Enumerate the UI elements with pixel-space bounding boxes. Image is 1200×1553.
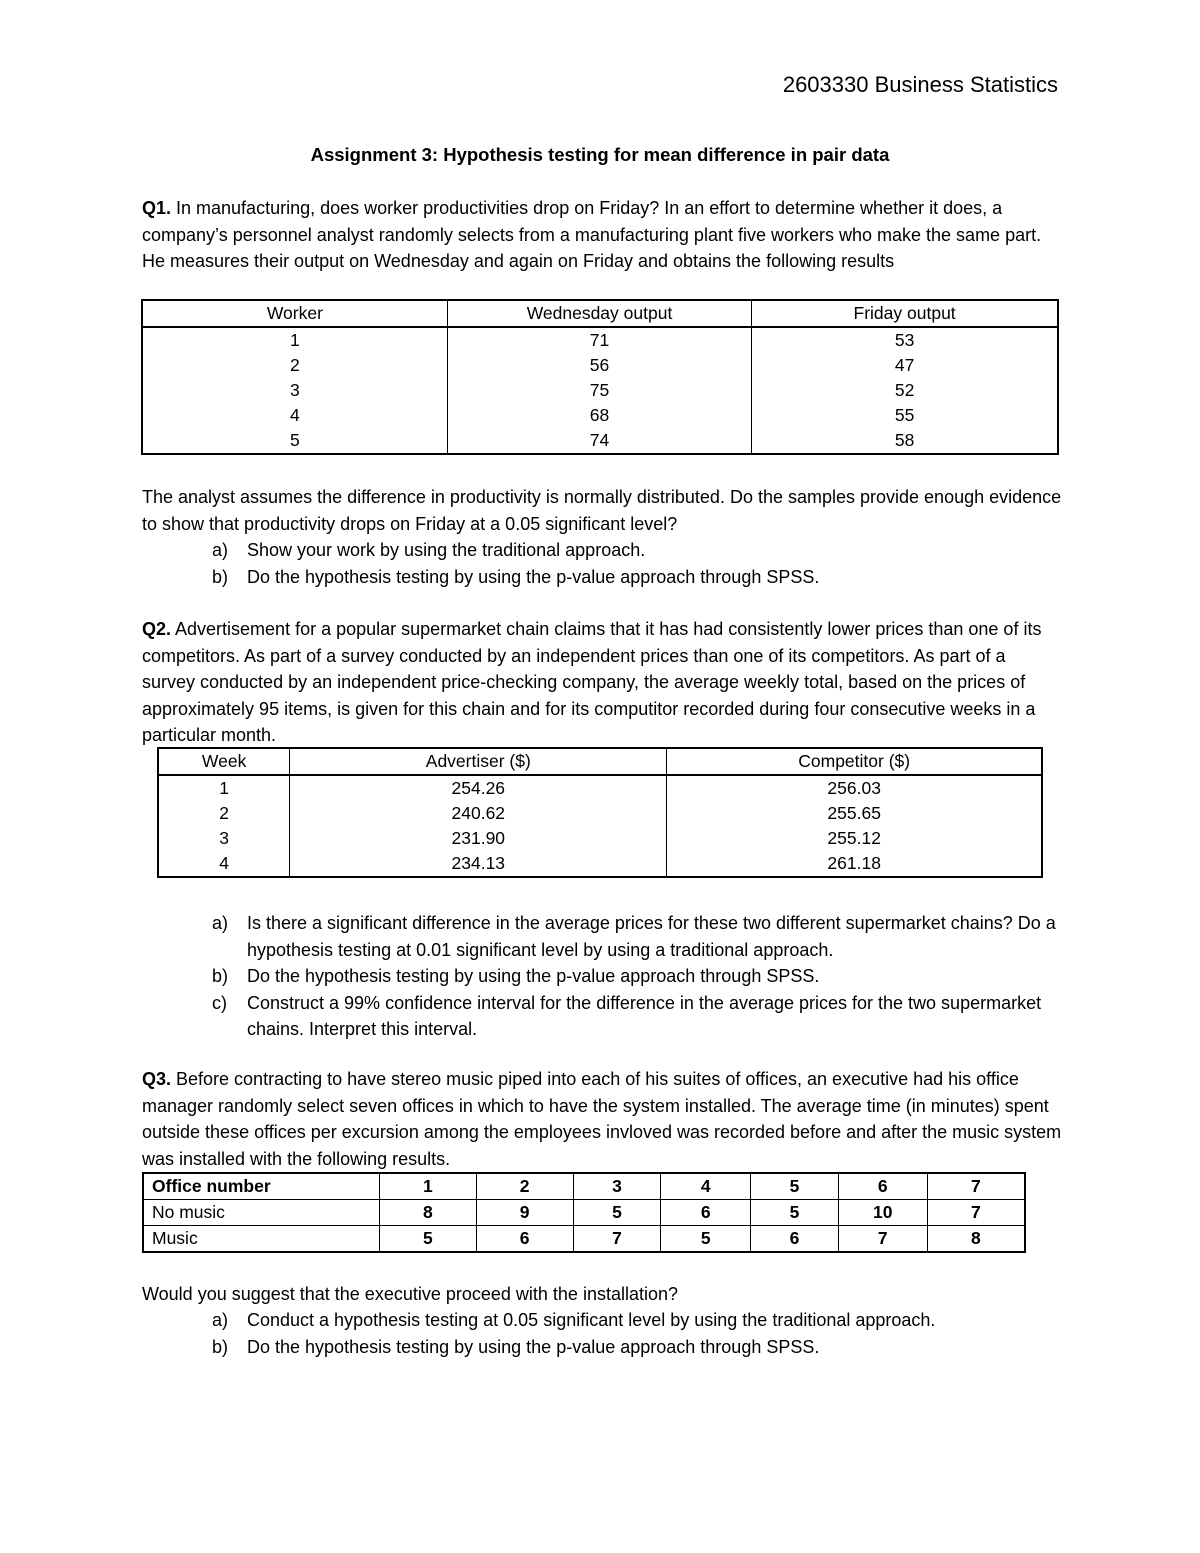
table-header-cell: 5 (751, 1173, 839, 1200)
table-cell: 6 (476, 1226, 573, 1253)
course-header: 2603330 Business Statistics (782, 72, 1058, 97)
table-header-cell: 1 (380, 1173, 477, 1200)
table-cell: 55 (752, 403, 1058, 428)
table-cell: 255.12 (667, 826, 1042, 851)
list-item-text: Is there a significant difference in the average prices for these two different supermarket chains? Do a hypothesis testing at 0.01 significant level by using a traditional approach. (247, 913, 1056, 960)
table-cell: 75 (447, 378, 751, 403)
table-header-cell: Friday output (752, 300, 1058, 327)
table-header-row (143, 1173, 1025, 1200)
list-item-label: b) (212, 1336, 229, 1357)
q2-label: Q2. (142, 619, 172, 639)
q3-item-list (212, 1307, 1062, 1360)
table-header-row (158, 748, 1042, 775)
table-header-cell: Office number (143, 1173, 380, 1200)
list-item (212, 1334, 1062, 1361)
table-cell: 255.65 (667, 801, 1042, 826)
table-cell: 5 (661, 1226, 751, 1253)
table-cell: 68 (447, 403, 751, 428)
table-cell: 7 (573, 1226, 661, 1253)
table-header-cell: 7 (927, 1173, 1025, 1200)
table-row (142, 378, 1058, 403)
list-item-text: Do the hypothesis testing by using the p-value approach through SPSS. (247, 966, 820, 986)
table-cell: 1 (142, 327, 447, 353)
q1-intro-text: In manufacturing, does worker productivities drop on Friday? In an effort to determine whether it does, a company’s personnel analyst randomly selects from a manufacturing plant five workers who make the same part. He measures their output on Wednesday and again on Friday and obtains the following results (142, 198, 1042, 271)
table-cell: 10 (838, 1200, 927, 1226)
table-row (142, 353, 1058, 378)
table-header-cell: 3 (573, 1173, 661, 1200)
assignment-title: Assignment 3: Hypothesis testing for mean difference in pair data (310, 144, 890, 165)
list-item-label: b) (212, 566, 229, 587)
table-cell: 5 (142, 428, 447, 454)
table-cell: 2 (158, 801, 290, 826)
table-header-cell: Week (158, 748, 290, 775)
table-cell: 3 (142, 378, 447, 403)
list-item-text: Do the hypothesis testing by using the p-value approach through SPSS. (247, 566, 820, 587)
list-item (212, 564, 1062, 591)
table-cell: 47 (752, 353, 1058, 378)
q3-label: Q3. (142, 1069, 172, 1089)
table-cell: Music (143, 1226, 380, 1253)
table-header-cell: Advertiser ($) (290, 748, 667, 775)
table-cell: 7 (838, 1226, 927, 1253)
q1-table (141, 299, 1059, 455)
table-row (158, 826, 1042, 851)
q2-table (157, 747, 1043, 878)
list-item-label: b) (212, 966, 229, 986)
table-cell: 58 (752, 428, 1058, 454)
q2-intro-text: Advertisement for a popular supermarket chain claims that it has had consistently lower prices than one of its competitors. As part of a survey conducted by an independent prices than one of its competitors. As part of a survey conducted by an independent price-checking company, the average weekly total, based on the prices of approximately 95 items, is given for this chain and for its computitor recorded during four consecutive weeks in a particular month. (142, 619, 1042, 745)
q1-followup: The analyst assumes the difference in productivity is normally distributed. Do the samples provide enough evidence to show that productivity drops on Friday at a 0.05 significant level? (142, 487, 1062, 534)
table-cell: 74 (447, 428, 751, 454)
q3-intro (142, 1066, 1062, 1172)
table-header-cell: 6 (838, 1173, 927, 1200)
table-cell: 2 (142, 353, 447, 378)
table-cell: 71 (447, 327, 751, 353)
list-item (212, 1307, 1062, 1334)
q3-followup: Would you suggest that the executive proceed with the installation? (142, 1284, 679, 1304)
table-cell: 7 (927, 1200, 1025, 1226)
list-item-label: a) (212, 540, 229, 560)
list-item-label: a) (212, 1310, 229, 1330)
list-item-label: a) (212, 913, 229, 933)
list-item-label: c) (212, 992, 227, 1013)
table-cell: No music (143, 1200, 380, 1226)
table-cell: 6 (661, 1200, 751, 1226)
table-header-cell: Competitor ($) (667, 748, 1042, 775)
table-cell: 52 (752, 378, 1058, 403)
list-item-text: Conduct a hypothesis testing at 0.05 significant level by using the traditional approach. (247, 1310, 936, 1330)
table-cell: 254.26 (290, 775, 667, 801)
table-header-cell: Worker (142, 300, 447, 327)
q2-intro (142, 616, 1062, 749)
table-cell: 8 (927, 1226, 1025, 1253)
table-cell: 256.03 (667, 775, 1042, 801)
list-item-text: Construct a 99% confidence interval for the difference in the average prices for the two supermarket chains. Interpret this interval. (247, 992, 1042, 1039)
table-row (143, 1200, 1025, 1226)
q2-item-list (212, 910, 1062, 1043)
table-header-cell: Wednesday output (447, 300, 751, 327)
table-cell: 9 (476, 1200, 573, 1226)
q3-intro-text: Before contracting to have stereo music piped into each of his suites of offices, an executive had his office manager randomly select seven offices in which to have the system installed. The average time (in minutes) spent outside these offices per excursion among the employees invloved was recorded before and after the music system was installed with the following results. (142, 1069, 1062, 1169)
table-row (158, 775, 1042, 801)
list-item-text: Show your work by using the traditional approach. (247, 540, 646, 560)
table-row (142, 403, 1058, 428)
table-header-cell: 2 (476, 1173, 573, 1200)
table-row (158, 801, 1042, 826)
table-cell: 3 (158, 826, 290, 851)
list-item-text: Do the hypothesis testing by using the p-value approach through SPSS. (247, 1336, 820, 1357)
table-cell: 240.62 (290, 801, 667, 826)
table-cell: 53 (752, 327, 1058, 353)
table-cell: 56 (447, 353, 751, 378)
table-row (158, 851, 1042, 877)
q1-label: Q1. (142, 198, 172, 218)
list-item (212, 963, 1062, 990)
q1-intro (142, 195, 1062, 275)
table-cell: 4 (142, 403, 447, 428)
table-cell: 1 (158, 775, 290, 801)
q1-item-list (212, 537, 1062, 590)
table-cell: 6 (751, 1226, 839, 1253)
table-cell: 4 (158, 851, 290, 877)
table-row (142, 327, 1058, 353)
table-cell: 5 (380, 1226, 477, 1253)
table-cell: 231.90 (290, 826, 667, 851)
table-cell: 261.18 (667, 851, 1042, 877)
list-item (212, 990, 1062, 1043)
table-cell: 5 (751, 1200, 839, 1226)
table-row (143, 1226, 1025, 1253)
table-cell: 234.13 (290, 851, 667, 877)
table-cell: 5 (573, 1200, 661, 1226)
q3-table (142, 1172, 1026, 1253)
table-header-cell: 4 (661, 1173, 751, 1200)
list-item (212, 537, 1062, 564)
table-row (142, 428, 1058, 454)
table-cell: 8 (380, 1200, 477, 1226)
list-item (212, 910, 1062, 963)
table-header-row (142, 300, 1058, 327)
